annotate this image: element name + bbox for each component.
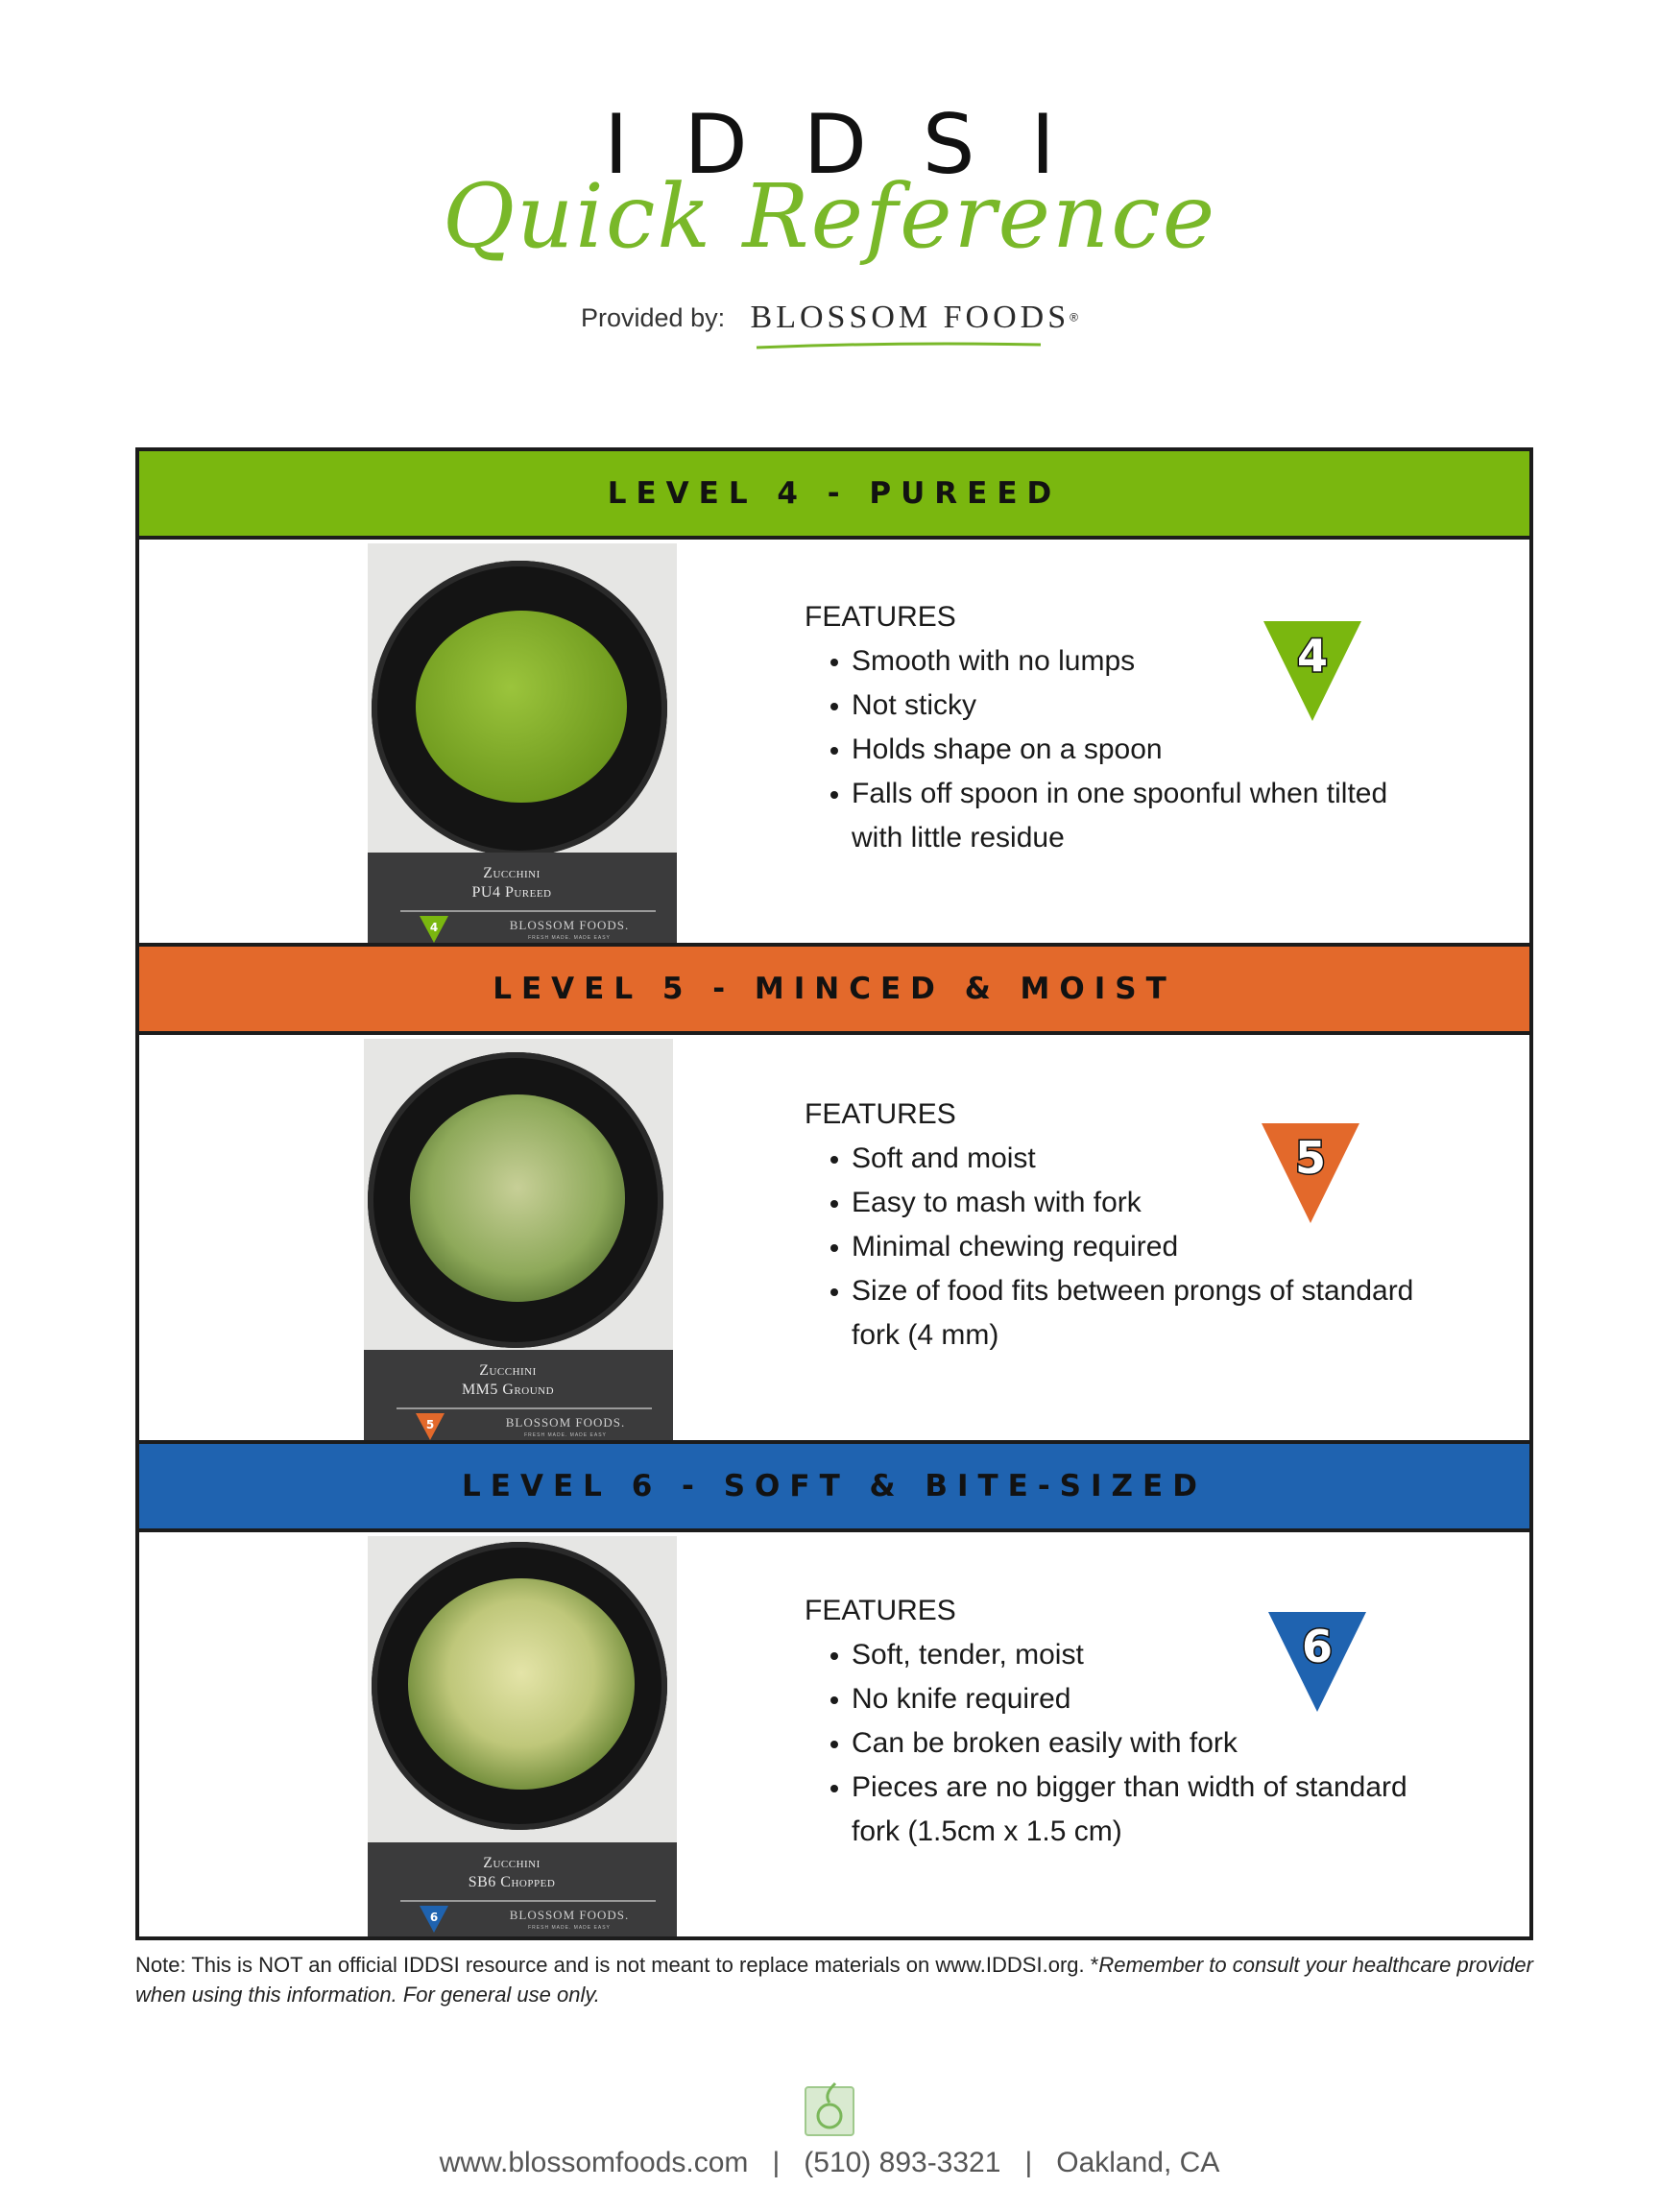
label-tagline: FRESH MADE. MADE EASY	[528, 935, 611, 941]
label-divider	[400, 1900, 656, 1902]
footer-phone[interactable]: (510) 893-3321	[804, 2147, 1001, 2178]
level-5-photo-label	[364, 1350, 673, 1444]
minced-food	[410, 1094, 625, 1302]
level-4-triangle-icon	[1260, 617, 1365, 725]
level-6-badge-number: 6	[1301, 1621, 1334, 1672]
mini-triangle-5-icon	[416, 1413, 445, 1440]
levels-table	[135, 447, 1533, 1940]
provided-by	[0, 300, 1659, 336]
label-brand: BLOSSOM FOODS.	[509, 1908, 630, 1922]
level-4-header	[139, 447, 1529, 540]
mini-badge-number: 4	[429, 921, 439, 934]
feature-item: Holds shape on a spoon	[805, 728, 1419, 772]
footer-contact	[0, 2147, 1659, 2179]
level-4-badge-number: 4	[1296, 630, 1329, 682]
label-brand: BLOSSOM FOODS.	[509, 918, 630, 932]
label-name-line1: Zucchini	[483, 1855, 541, 1871]
level-4-row	[139, 543, 1529, 947]
label-tagline: FRESH MADE. MADE EASY	[524, 1432, 607, 1438]
level-6-photo	[368, 1536, 677, 1936]
level-4-title: LEVEL 4 - PUREED	[607, 476, 1062, 511]
level-6-header	[139, 1440, 1529, 1532]
label-name-line2: PU4 Pureed	[471, 884, 552, 901]
level-4-photo-label	[368, 853, 677, 947]
features-heading: FEATURES	[805, 601, 956, 633]
mini-badge-number: 6	[429, 1911, 439, 1924]
footer-separator: |	[1024, 2147, 1033, 2178]
registered-mark: ®	[1070, 310, 1078, 325]
chopped-food	[408, 1578, 635, 1790]
feature-item: Easy to mash with fork	[805, 1181, 1419, 1225]
feature-item: No knife required	[805, 1677, 1419, 1721]
footer-location: Oakland, CA	[1056, 2147, 1220, 2178]
feature-item: Pieces are no bigger than width of standard fork (1.5cm x 1.5 cm)	[805, 1766, 1419, 1854]
footer-website[interactable]: www.blossomfoods.com	[439, 2147, 749, 2178]
level-5-photo	[364, 1039, 673, 1444]
feature-item: Falls off spoon in one spoonful when tilted with little residue	[805, 772, 1419, 860]
page-subtitle: Quick Reference	[442, 165, 1217, 268]
label-name-line1: Zucchini	[479, 1362, 537, 1379]
feature-item: Can be broken easily with fork	[805, 1721, 1419, 1766]
brand-name: BLOSSOM FOODS	[750, 300, 1070, 335]
feature-item: Not sticky	[805, 684, 1419, 728]
label-name-line1: Zucchini	[483, 865, 541, 881]
blossom-logo-icon	[803, 2080, 856, 2139]
label-tagline: FRESH MADE. MADE EASY	[528, 1925, 611, 1931]
level-5-header	[139, 943, 1529, 1035]
feature-item: Minimal chewing required	[805, 1225, 1419, 1269]
brand-underline-icon	[755, 342, 1043, 349]
features-heading: FEATURES	[805, 1098, 956, 1130]
label-name-line2: MM5 Ground	[461, 1382, 555, 1398]
feature-item: Size of food fits between prongs of standard fork (4 mm)	[805, 1269, 1419, 1358]
level-5-triangle-icon	[1258, 1119, 1363, 1227]
mini-badge-number: 5	[425, 1418, 435, 1431]
level-6-row	[139, 1536, 1529, 1936]
label-divider	[397, 1407, 652, 1409]
mini-triangle-4-icon	[420, 916, 448, 943]
feature-item: Soft, tender, moist	[805, 1633, 1419, 1677]
note-italic: Remember to consult your healthcare provider when using this information. For general use only.	[135, 1953, 1533, 2007]
feature-item: Smooth with no lumps	[805, 639, 1419, 684]
provided-by-label: Provided by:	[581, 302, 726, 332]
label-brand: BLOSSOM FOODS.	[505, 1415, 626, 1430]
level-6-triangle-icon	[1264, 1608, 1370, 1716]
brand-logo	[751, 300, 1078, 336]
label-name-line2: SB6 Chopped	[468, 1874, 556, 1890]
note-text: Note: This is NOT an official IDDSI resource and is not meant to replace materials on www.IDDSI.org. *	[135, 1953, 1099, 1977]
label-name	[368, 864, 656, 902]
level-6-title: LEVEL 6 - SOFT & BITE-SIZED	[462, 1469, 1207, 1503]
disclaimer-note	[135, 1950, 1533, 2009]
level-6-photo-label	[368, 1842, 677, 1936]
level-5-row	[139, 1039, 1529, 1444]
level-5-badge-number: 5	[1294, 1132, 1327, 1184]
puree-food	[416, 611, 627, 803]
features-heading: FEATURES	[805, 1595, 956, 1626]
label-name	[368, 1854, 656, 1892]
mini-triangle-6-icon	[420, 1906, 448, 1933]
level-4-photo	[368, 543, 677, 947]
label-name	[364, 1361, 652, 1400]
footer-separator: |	[772, 2147, 781, 2178]
page-title: IDDSI	[604, 97, 1111, 193]
label-divider	[400, 910, 656, 912]
level-5-title: LEVEL 5 - MINCED & MOIST	[493, 972, 1176, 1006]
feature-item: Soft and moist	[805, 1137, 1419, 1181]
